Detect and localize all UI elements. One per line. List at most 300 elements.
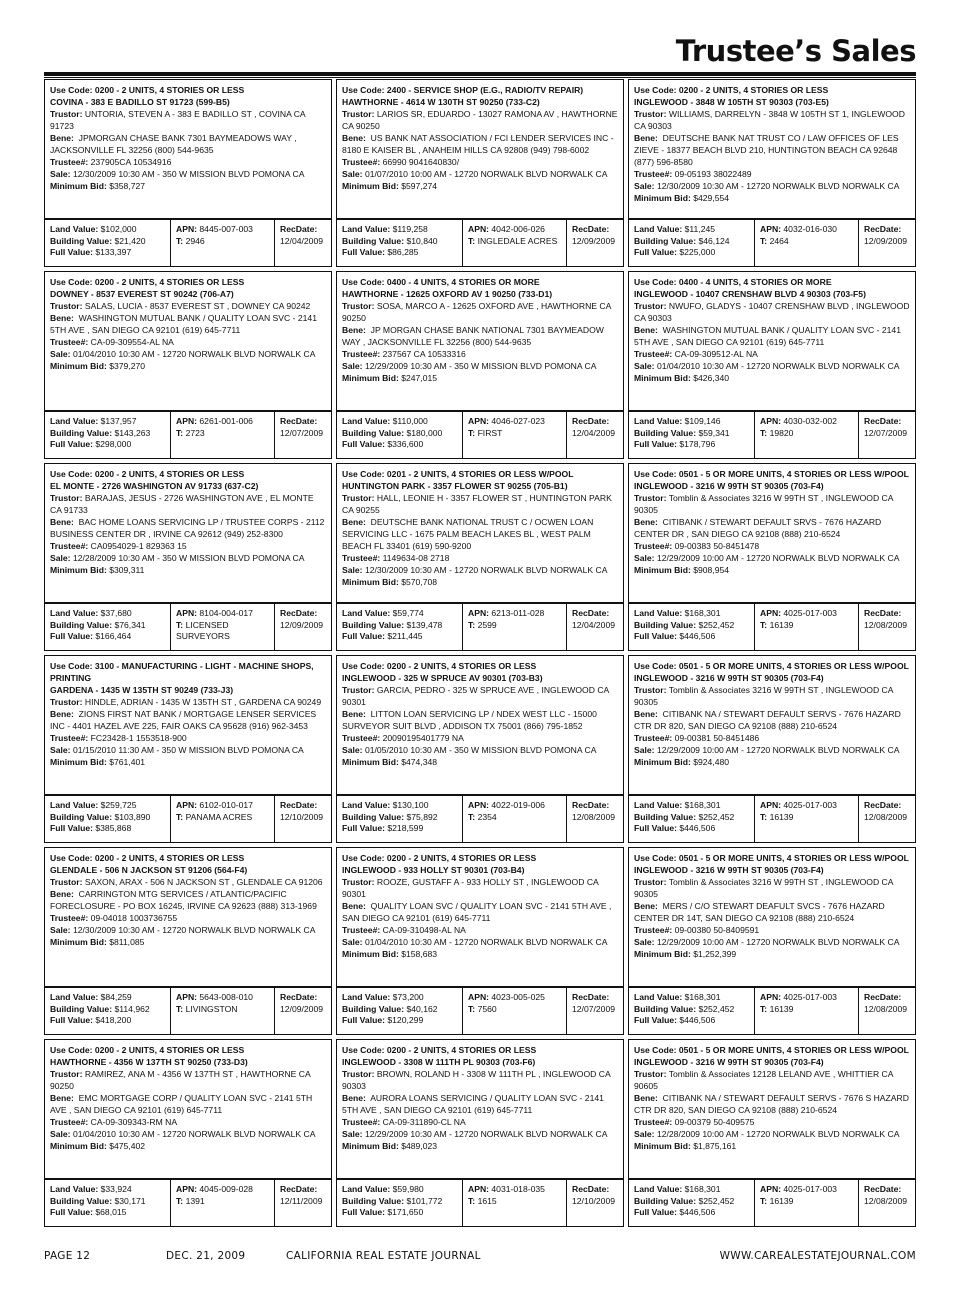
values-cell [45, 1180, 171, 1226]
trustee-value: 237567 CA 10533316 [382, 349, 466, 359]
trustor-value: SAXON, ARAX - 506 N JACKSON ST , GLENDALE CA 91206 [84, 877, 323, 887]
values-cell [629, 220, 755, 266]
land-value-label: Land Value: [50, 1184, 99, 1194]
property-address: HAWTHORNE - 4614 W 130TH ST 90250 (733-C2) [342, 97, 540, 107]
listing-card [628, 655, 916, 843]
building-value-label: Building Value: [634, 1003, 697, 1014]
apn-value: 4025-017-003 [783, 608, 837, 618]
tract-value: 16139 [769, 1195, 794, 1206]
land-value-line [50, 224, 166, 236]
recdate-label: RecDate: [280, 224, 318, 234]
recdate-label: RecDate: [864, 416, 902, 426]
tract-line [468, 1196, 562, 1208]
sale-line [634, 552, 910, 564]
bene-value: CARRINGTON MTG SERVICES / ATLANTIC/PACIFIC FORECLOSURE - PO BOX 16245, IRVINE CA 92623 (888) 313-1969 [50, 889, 317, 911]
apn-value: 4022-019-006 [491, 800, 545, 810]
tract-value: 2723 [185, 427, 205, 438]
land-value-label: Land Value: [634, 416, 683, 426]
bene-line [342, 900, 618, 924]
apn-line [468, 608, 562, 620]
land-value-line [50, 800, 166, 812]
bene-label: Bene: [50, 313, 74, 323]
listing-details [342, 468, 618, 588]
title-rule-thin [44, 77, 916, 78]
land-value-label: Land Value: [342, 800, 391, 810]
building-value-label: Building Value: [50, 811, 113, 822]
min-bid-value: $429,554 [693, 193, 730, 203]
min-bid-line [50, 756, 326, 768]
tract-line [176, 812, 270, 824]
building-value: $21,420 [114, 235, 146, 246]
full-value: $120,299 [387, 1015, 424, 1025]
land-value-line [634, 992, 750, 1004]
building-value: $46,124 [698, 235, 730, 246]
trustee-label: Trustee#: [342, 157, 381, 167]
building-value-line [342, 1196, 458, 1208]
property-address: INGLEWOOD - 3216 W 99TH ST 90305 (703-F4) [634, 481, 824, 491]
recdate-cell [275, 796, 331, 842]
recdate-cell [859, 988, 915, 1034]
land-value: $84,259 [100, 992, 132, 1002]
bene-value: LITTON LOAN SERVICING LP / NDEX WEST LLC - 15000 SURVEYOR SUIT BLVD , ADDISON TX 75001 (866) 795-1852 [342, 709, 597, 731]
footer-page-number: PAGE 12 [44, 1250, 91, 1262]
building-value-line [342, 620, 458, 632]
recdate-cell [275, 604, 331, 650]
sale-line [634, 360, 910, 372]
min-bid-line [342, 372, 618, 384]
trustee-line [342, 732, 618, 744]
full-value-label: Full Value: [342, 1207, 385, 1217]
property-address: GLENDALE - 506 N JACKSON ST 91206 (564-F4) [50, 865, 248, 875]
full-value: $86,285 [387, 247, 419, 257]
trustee-line [342, 552, 618, 564]
trustee-label: Trustee#: [634, 349, 673, 359]
trustor-value: BROWN, ROLAND H - 3308 W 111TH PL , INGLEWOOD CA 90303 [342, 1069, 611, 1091]
listing-values [45, 602, 331, 650]
sale-value: 12/30/2009 10:30 AM - 12720 NORWALK BLVD NORWALK CA [72, 925, 316, 935]
sale-line [342, 168, 618, 180]
bene-value: CITIBANK / STEWART DEFAULT SRVS - 7676 HAZARD CENTER DR , SAN DIEGO CA 92108 (888) 210-6524 [634, 517, 882, 539]
trustee-value: CA-09-311890-CL NA [382, 1117, 466, 1127]
tract-line [176, 1196, 270, 1208]
full-value-line [50, 631, 166, 643]
trustee-line [634, 168, 910, 180]
property-address: INGLEWOOD - 3308 W 111TH PL 90303 (703-F6) [342, 1057, 536, 1067]
apn-value: 4046-027-023 [491, 416, 545, 426]
sale-line [634, 180, 910, 192]
land-value: $102,000 [100, 224, 137, 234]
recdate-value: 12/08/2009 [864, 811, 908, 822]
trustor-line [50, 1068, 326, 1092]
bene-line [634, 324, 910, 348]
full-value-line [634, 631, 750, 643]
listing-values [629, 986, 915, 1034]
trustee-value: CA-09-310498-AL NA [382, 925, 466, 935]
trustor-line [50, 300, 326, 312]
sale-label: Sale: [634, 1129, 655, 1139]
property-address: INGLEWOOD - 325 W SPRUCE AV 90301 (703-B3) [342, 673, 543, 683]
recdate-value: 12/08/2009 [572, 811, 616, 822]
sale-value: 12/29/2009 10:00 AM - 12720 NORWALK BLVD NORWALK CA [656, 745, 900, 755]
building-value-line [634, 1196, 750, 1208]
apn-label: APN: [760, 992, 782, 1002]
apn-label: APN: [760, 416, 782, 426]
trustor-value: Tomblin & Associates 3216 W 99TH ST , INGLEWOOD CA 90305 [634, 877, 894, 899]
land-value-label: Land Value: [342, 608, 391, 618]
apn-cell [171, 604, 275, 650]
bene-line [634, 708, 910, 732]
full-value: $211,445 [387, 631, 423, 641]
min-bid-line [50, 1140, 326, 1152]
recdate-cell [567, 220, 623, 266]
min-bid-line [634, 1140, 910, 1152]
sale-label: Sale: [50, 925, 71, 935]
bene-label: Bene: [342, 901, 366, 911]
trustor-label: Trustor: [342, 685, 375, 695]
recdate-value: 12/04/2009 [572, 619, 616, 630]
listing-details [50, 852, 326, 948]
trustee-line [50, 912, 326, 924]
full-value-line [634, 1207, 750, 1219]
apn-line [760, 1184, 854, 1196]
listing-details [342, 852, 618, 960]
bene-line [50, 132, 326, 156]
use-code: Use Code: 0501 - 5 OR MORE UNITS, 4 STORIES OR LESS W/POOL [634, 853, 909, 863]
apn-value: 6102-010-017 [199, 800, 253, 810]
building-value: $139,478 [406, 619, 443, 630]
bene-value: CITIBANK NA / STEWART DEFAULT SERVS - 7676 S HAZARD CTR DR 820, SAN DIEGO CA 92108 (888) 210-6524 [634, 1093, 909, 1115]
bene-value: EMC MORTGAGE CORP / QUALITY LOAN SVC - 2141 5TH AVE , SAN DIEGO CA 92101 (619) 645-7711 [50, 1093, 313, 1115]
tract-value: 1391 [185, 1195, 205, 1206]
tract-line [176, 428, 270, 440]
use-code: Use Code: 0501 - 5 OR MORE UNITS, 4 STORIES OR LESS W/POOL [634, 469, 909, 479]
min-bid-value: $474,348 [401, 757, 438, 767]
land-value: $59,774 [392, 608, 424, 618]
trustee-line [634, 732, 910, 744]
sale-value: 01/05/2010 10:30 AM - 350 W MISSION BLVD POMONA CA [364, 745, 597, 755]
min-bid-value: $379,270 [109, 361, 146, 371]
listing-details [342, 84, 618, 192]
trustor-value: Tomblin & Associates 12128 LELAND AVE , WHITTIER CA 90605 [634, 1069, 894, 1091]
trustor-label: Trustor: [634, 301, 667, 311]
recdate-cell [275, 220, 331, 266]
trustee-line [342, 156, 618, 168]
apn-line [468, 992, 562, 1004]
trustee-value: 09-05193 38022489 [674, 169, 752, 179]
min-bid-value: $247,015 [401, 373, 438, 383]
tract-line [176, 620, 270, 643]
recdate-cell [275, 988, 331, 1034]
listing-details [50, 468, 326, 576]
sale-label: Sale: [50, 349, 71, 359]
tract-label: T: [760, 619, 768, 630]
bene-line [634, 132, 910, 168]
full-value: $446,506 [679, 631, 716, 641]
listing-details [634, 660, 910, 768]
apn-value: 4023-005-025 [491, 992, 545, 1002]
full-value: $298,000 [95, 439, 132, 449]
land-value-label: Land Value: [634, 1184, 683, 1194]
values-cell [629, 1180, 755, 1226]
land-value: $33,924 [100, 1184, 132, 1194]
sale-value: 12/28/2009 10:30 AM - 350 W MISSION BLVD POMONA CA [72, 553, 305, 563]
sale-label: Sale: [634, 553, 655, 563]
min-bid-value: $570,708 [401, 577, 438, 587]
recdate-cell [567, 412, 623, 458]
trustee-value: 1149634-08 2718 [382, 553, 450, 563]
tract-line [760, 812, 854, 824]
tract-label: T: [760, 235, 768, 246]
building-value: $114,962 [114, 1003, 150, 1014]
min-bid-line [50, 564, 326, 576]
trustor-label: Trustor: [342, 877, 375, 887]
apn-line [176, 608, 270, 620]
sale-label: Sale: [50, 553, 71, 563]
bene-label: Bene: [342, 133, 366, 143]
tract-label: T: [760, 1195, 768, 1206]
full-value-label: Full Value: [634, 439, 677, 449]
land-value-line [50, 416, 166, 428]
building-value: $252,452 [698, 1195, 735, 1206]
tract-label: T: [760, 811, 768, 822]
listing-card [44, 271, 332, 459]
trustor-value: SALAS, LUCIA - 8537 EVEREST ST , DOWNEY CA 90242 [84, 301, 311, 311]
apn-cell [755, 604, 859, 650]
use-code: Use Code: 0200 - 2 UNITS, 4 STORIES OR LESS [50, 853, 245, 863]
land-value-line [634, 800, 750, 812]
apn-value: 6213-011-028 [491, 608, 545, 618]
trustee-value: CA-09-309343-RM NA [90, 1117, 178, 1127]
use-code: Use Code: 0200 - 2 UNITS, 4 STORIES OR LESS [634, 85, 829, 95]
min-bid-line [634, 372, 910, 384]
min-bid-line [342, 576, 618, 588]
apn-value: 8445-007-003 [199, 224, 253, 234]
building-value: $252,452 [698, 811, 735, 822]
trustee-line [342, 924, 618, 936]
trustee-label: Trustee#: [634, 733, 673, 743]
bene-label: Bene: [634, 901, 658, 911]
min-bid-label: Minimum Bid: [634, 1141, 691, 1151]
recdate-cell [859, 220, 915, 266]
use-code: Use Code: 0501 - 5 OR MORE UNITS, 4 STORIES OR LESS W/POOL [634, 661, 909, 671]
apn-label: APN: [468, 992, 490, 1002]
recdate-cell [567, 796, 623, 842]
bene-label: Bene: [634, 1093, 658, 1103]
listing-card [336, 1039, 624, 1227]
apn-value: 4031-018-035 [491, 1184, 545, 1194]
listing-details [634, 852, 910, 960]
use-code: Use Code: 0400 - 4 UNITS, 4 STORIES OR MORE [342, 277, 540, 287]
building-value-label: Building Value: [342, 427, 405, 438]
sale-value: 12/29/2009 10:00 AM - 12720 NORWALK BLVD NORWALK CA [656, 937, 900, 947]
land-value-line [342, 992, 458, 1004]
tract-line [468, 236, 562, 248]
values-cell [337, 604, 463, 650]
sale-value: 12/29/2009 10:00 AM - 12720 NORWALK BLVD NORWALK CA [656, 553, 900, 563]
min-bid-label: Minimum Bid: [342, 373, 399, 383]
building-value-label: Building Value: [634, 811, 697, 822]
full-value: $446,506 [679, 1207, 716, 1217]
full-value-label: Full Value: [634, 823, 677, 833]
recdate-value: 12/08/2009 [864, 1195, 908, 1206]
trustor-value: WILLIAMS, DARRELYN - 3848 W 105TH ST 1, INGLEWOOD CA 90303 [634, 109, 905, 131]
full-value: $225,000 [679, 247, 716, 257]
trustee-label: Trustee#: [342, 733, 381, 743]
apn-value: 8104-004-017 [199, 608, 253, 618]
trustee-label: Trustee#: [342, 553, 381, 563]
building-value: $252,452 [698, 1003, 735, 1014]
min-bid-line [50, 180, 326, 192]
building-value-line [342, 428, 458, 440]
bene-label: Bene: [634, 325, 658, 335]
footer-website: WWW.CAREALESTATEJOURNAL.COM [719, 1250, 916, 1262]
recdate-cell [859, 1180, 915, 1226]
recdate-value: 12/10/2009 [572, 1195, 616, 1206]
trustor-label: Trustor: [342, 109, 375, 119]
trustor-line [634, 300, 910, 324]
full-value-line [634, 247, 750, 259]
apn-label: APN: [760, 608, 782, 618]
recdate-value: 12/04/2009 [572, 427, 616, 438]
apn-label: APN: [176, 800, 198, 810]
listing-card [628, 79, 916, 267]
trustor-line [50, 108, 326, 132]
trustee-value: CA-09-309554-AL NA [90, 337, 174, 347]
apn-label: APN: [176, 608, 198, 618]
trustee-label: Trustee#: [50, 733, 89, 743]
trustor-line [634, 108, 910, 132]
sale-line [50, 348, 326, 360]
listing-details [634, 1044, 910, 1152]
apn-label: APN: [468, 224, 490, 234]
tract-label: T: [760, 427, 768, 438]
listing-values [629, 602, 915, 650]
tract-value: INGLEDALE ACRES [477, 235, 558, 246]
building-value-line [634, 236, 750, 248]
sale-value: 12/28/2009 10:00 AM - 12720 NORWALK BLVD NORWALK CA [656, 1129, 900, 1139]
bene-label: Bene: [342, 1093, 366, 1103]
min-bid-label: Minimum Bid: [342, 181, 399, 191]
bene-value: BAC HOME LOANS SERVICING LP / TRUSTEE CORPS - 2112 BUSINESS CENTER DR , IRVINE CA 92612 (949) 252-8300 [50, 517, 325, 539]
recdate-label: RecDate: [280, 416, 318, 426]
trustee-label: Trustee#: [50, 337, 89, 347]
property-address: HAWTHORNE - 12625 OXFORD AV 1 90250 (733-D1) [342, 289, 553, 299]
full-value: $218,599 [387, 823, 424, 833]
land-value: $110,000 [392, 416, 428, 426]
trustee-value: 09-00380 50-8409591 [674, 925, 760, 935]
building-value-label: Building Value: [50, 619, 113, 630]
building-value-line [634, 428, 750, 440]
trustor-label: Trustor: [50, 697, 83, 707]
values-cell [337, 1180, 463, 1226]
listing-values [337, 986, 623, 1034]
bene-value: US BANK NAT ASSOCIATION / FCI LENDER SERVICES INC - 8180 E KAISER BL , ANAHEIM HILLS CA 92808 (949) 798-6002 [342, 133, 614, 155]
full-value-label: Full Value: [342, 823, 385, 833]
land-value-line [50, 608, 166, 620]
listing-values [45, 1178, 331, 1226]
apn-cell [171, 412, 275, 458]
full-value-label: Full Value: [634, 1015, 677, 1025]
bene-line [342, 708, 618, 732]
full-value-line [342, 247, 458, 259]
full-value-label: Full Value: [342, 1015, 385, 1025]
bene-line [634, 516, 910, 540]
apn-cell [755, 1180, 859, 1226]
land-value: $259,725 [100, 800, 137, 810]
tract-value: FIRST [477, 427, 503, 438]
land-value-label: Land Value: [50, 992, 99, 1002]
trustee-line [634, 540, 910, 552]
min-bid-label: Minimum Bid: [50, 181, 107, 191]
bene-label: Bene: [50, 709, 74, 719]
sale-label: Sale: [342, 169, 363, 179]
sale-line [342, 936, 618, 948]
recdate-label: RecDate: [572, 1184, 610, 1194]
trustee-line [634, 924, 910, 936]
sale-value: 12/30/2009 10:30 AM - 12720 NORWALK BLVD NORWALK CA [656, 181, 900, 191]
apn-line [760, 992, 854, 1004]
values-cell [337, 796, 463, 842]
trustor-label: Trustor: [342, 1069, 375, 1079]
full-value-label: Full Value: [50, 247, 93, 257]
land-value-line [342, 608, 458, 620]
listing-card [44, 655, 332, 843]
trustor-value: HALL, LEONIE H - 3357 FLOWER ST , HUNTINGTON PARK CA 90255 [342, 493, 612, 515]
building-value-label: Building Value: [634, 619, 697, 630]
min-bid-label: Minimum Bid: [634, 757, 691, 767]
building-value: $40,162 [406, 1003, 438, 1014]
min-bid-value: $811,085 [109, 937, 145, 947]
recdate-cell [859, 796, 915, 842]
trustor-line [342, 108, 618, 132]
listing-card [44, 463, 332, 651]
min-bid-line [634, 948, 910, 960]
apn-line [176, 1184, 270, 1196]
min-bid-label: Minimum Bid: [50, 757, 107, 767]
trustee-line [50, 540, 326, 552]
trustor-label: Trustor: [634, 877, 667, 887]
sale-value: 12/29/2009 10:30 AM - 350 W MISSION BLVD POMONA CA [364, 361, 597, 371]
recdate-value: 12/09/2009 [280, 1003, 324, 1014]
tract-value: 2599 [477, 619, 497, 630]
listing-values [45, 218, 331, 266]
listings-grid [44, 79, 916, 1231]
recdate-value: 12/09/2009 [280, 619, 324, 630]
values-cell [45, 412, 171, 458]
recdate-label: RecDate: [572, 416, 610, 426]
property-address: GARDENA - 1435 W 135TH ST 90249 (733-J3) [50, 685, 234, 695]
listing-details [50, 660, 326, 768]
building-value-line [50, 1196, 166, 1208]
page-title: Trustee’s Sales [675, 34, 916, 68]
tract-label: T: [468, 619, 476, 630]
bene-label: Bene: [342, 517, 366, 527]
listing-values [337, 410, 623, 458]
bene-label: Bene: [50, 1093, 74, 1103]
tract-value: 16139 [769, 619, 794, 630]
sale-label: Sale: [342, 361, 363, 371]
recdate-label: RecDate: [864, 608, 902, 618]
bene-line [50, 1092, 326, 1116]
min-bid-value: $597,274 [401, 181, 438, 191]
bene-line [342, 132, 618, 156]
property-address: EL MONTE - 2726 WASHINGTON AV 91733 (637-C2) [50, 481, 259, 491]
land-value: $73,200 [392, 992, 424, 1002]
apn-line [760, 416, 854, 428]
min-bid-label: Minimum Bid: [634, 373, 691, 383]
trustor-line [634, 684, 910, 708]
full-value: $166,464 [95, 631, 132, 641]
